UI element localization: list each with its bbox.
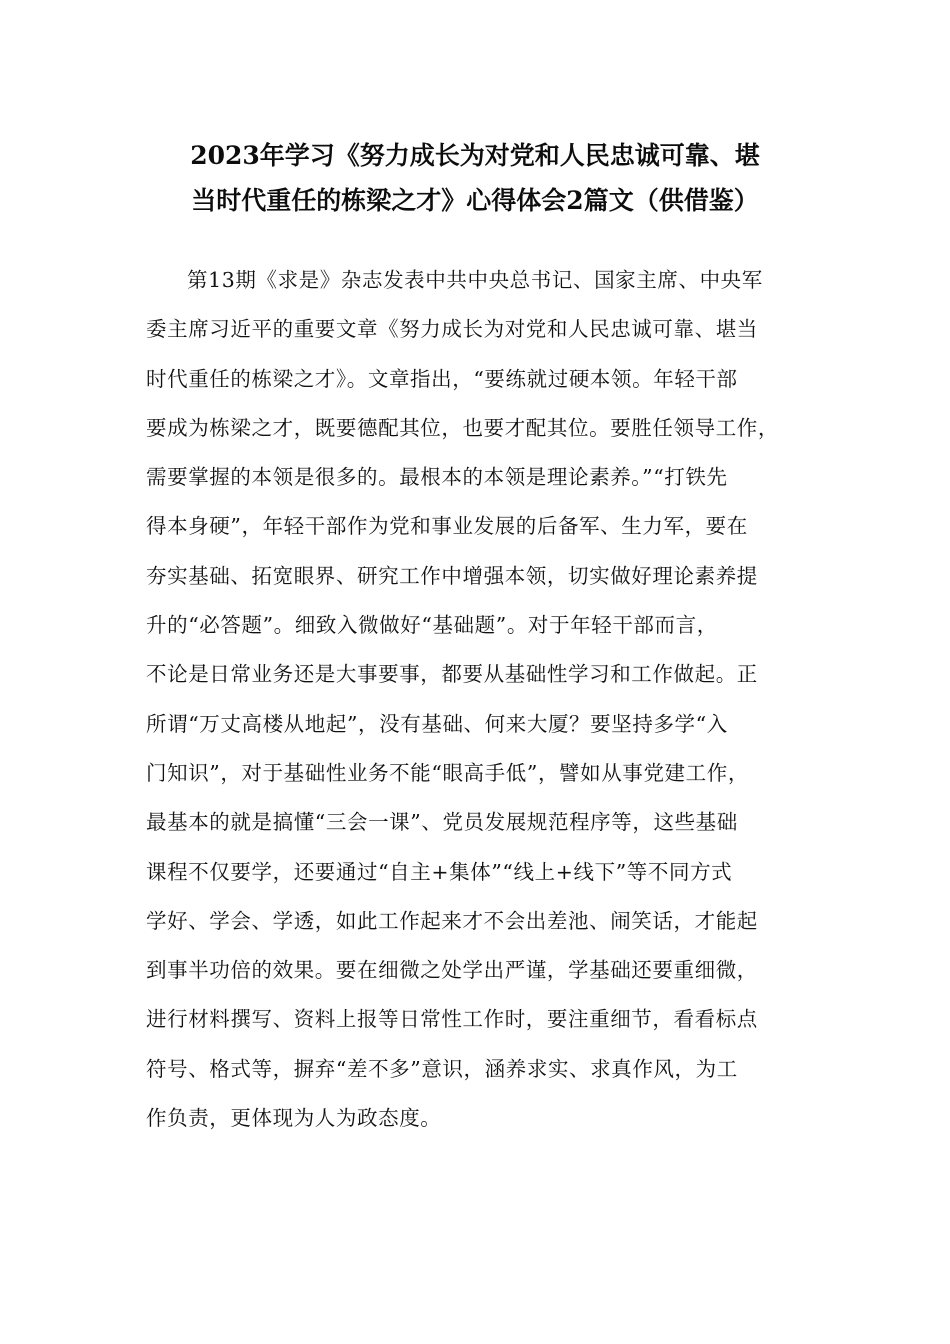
paragraph-line: 作负责，更体现为人为政态度。 [146,1106,442,1131]
paragraph-line: 门知识”，对于基础性业务不能“眼高手低”，譬如从事党建工作， [146,760,749,785]
paragraph-line: 委主席习近平的重要文章《努力成长为对党和人民忠诚可靠、堪当 [146,317,758,342]
paragraph-line: 夯实基础、拓宽眼界、研究工作中增强本领，切实做好理论素养提 [146,563,758,588]
title-line-2: 当时代重任的栋梁之才》心得体会2篇文（供借鉴） [191,186,759,215]
paragraph-line: 进行材料撰写、资料上报等日常性工作时，要注重细节，看看标点 [146,1007,758,1032]
paragraph-line: 符号、格式等，摒弃“差不多”意识，涵养求实、求真作风，为工 [146,1056,738,1081]
paragraph-line: 时代重任的栋梁之才》。文章指出，“要练就过硬本领。年轻干部 [146,366,738,391]
document-title [130,133,820,223]
title-line-1: 2023年学习《努力成长为对党和人民忠诚可靠、堪 [190,141,760,170]
paragraph-line: 要成为栋梁之才，既要德配其位，也要才配其位。要胜任领导工作， [146,415,779,440]
paragraph-line: 第13期《求是》杂志发表中共中央总书记、国家主席、中央军 [187,268,763,292]
paragraph-line: 最基本的就是搞懂“三会一课”、党员发展规范程序等，这些基础 [146,810,738,835]
paragraph-line: 不论是日常业务还是大事要事，都要从基础性学习和工作做起。正 [146,662,758,687]
body-paragraph [146,256,836,1143]
paragraph-line: 学好、学会、学透，如此工作起来才不会出差池、闹笑话，才能起 [146,908,758,933]
paragraph-line: 课程不仅要学，还要通过“自主+集体”“线上+线下”等不同方式 [146,859,733,884]
paragraph-line: 升的“必答题”。细致入微做好“基础题”。对于年轻干部而言， [146,613,718,638]
paragraph-line: 所谓“万丈高楼从地起”，没有基础、何来大厦？要坚持多学“入 [146,711,728,736]
paragraph-line: 得本身硬”，年轻干部作为党和事业发展的后备军、生力军，要在 [146,514,748,539]
paragraph-line: 需要掌握的本领是很多的。最根本的本领是理论素养。”“打铁先 [146,465,728,490]
paragraph-line: 到事半功倍的效果。要在细微之处学出严谨，学基础还要重细微， [146,958,758,983]
